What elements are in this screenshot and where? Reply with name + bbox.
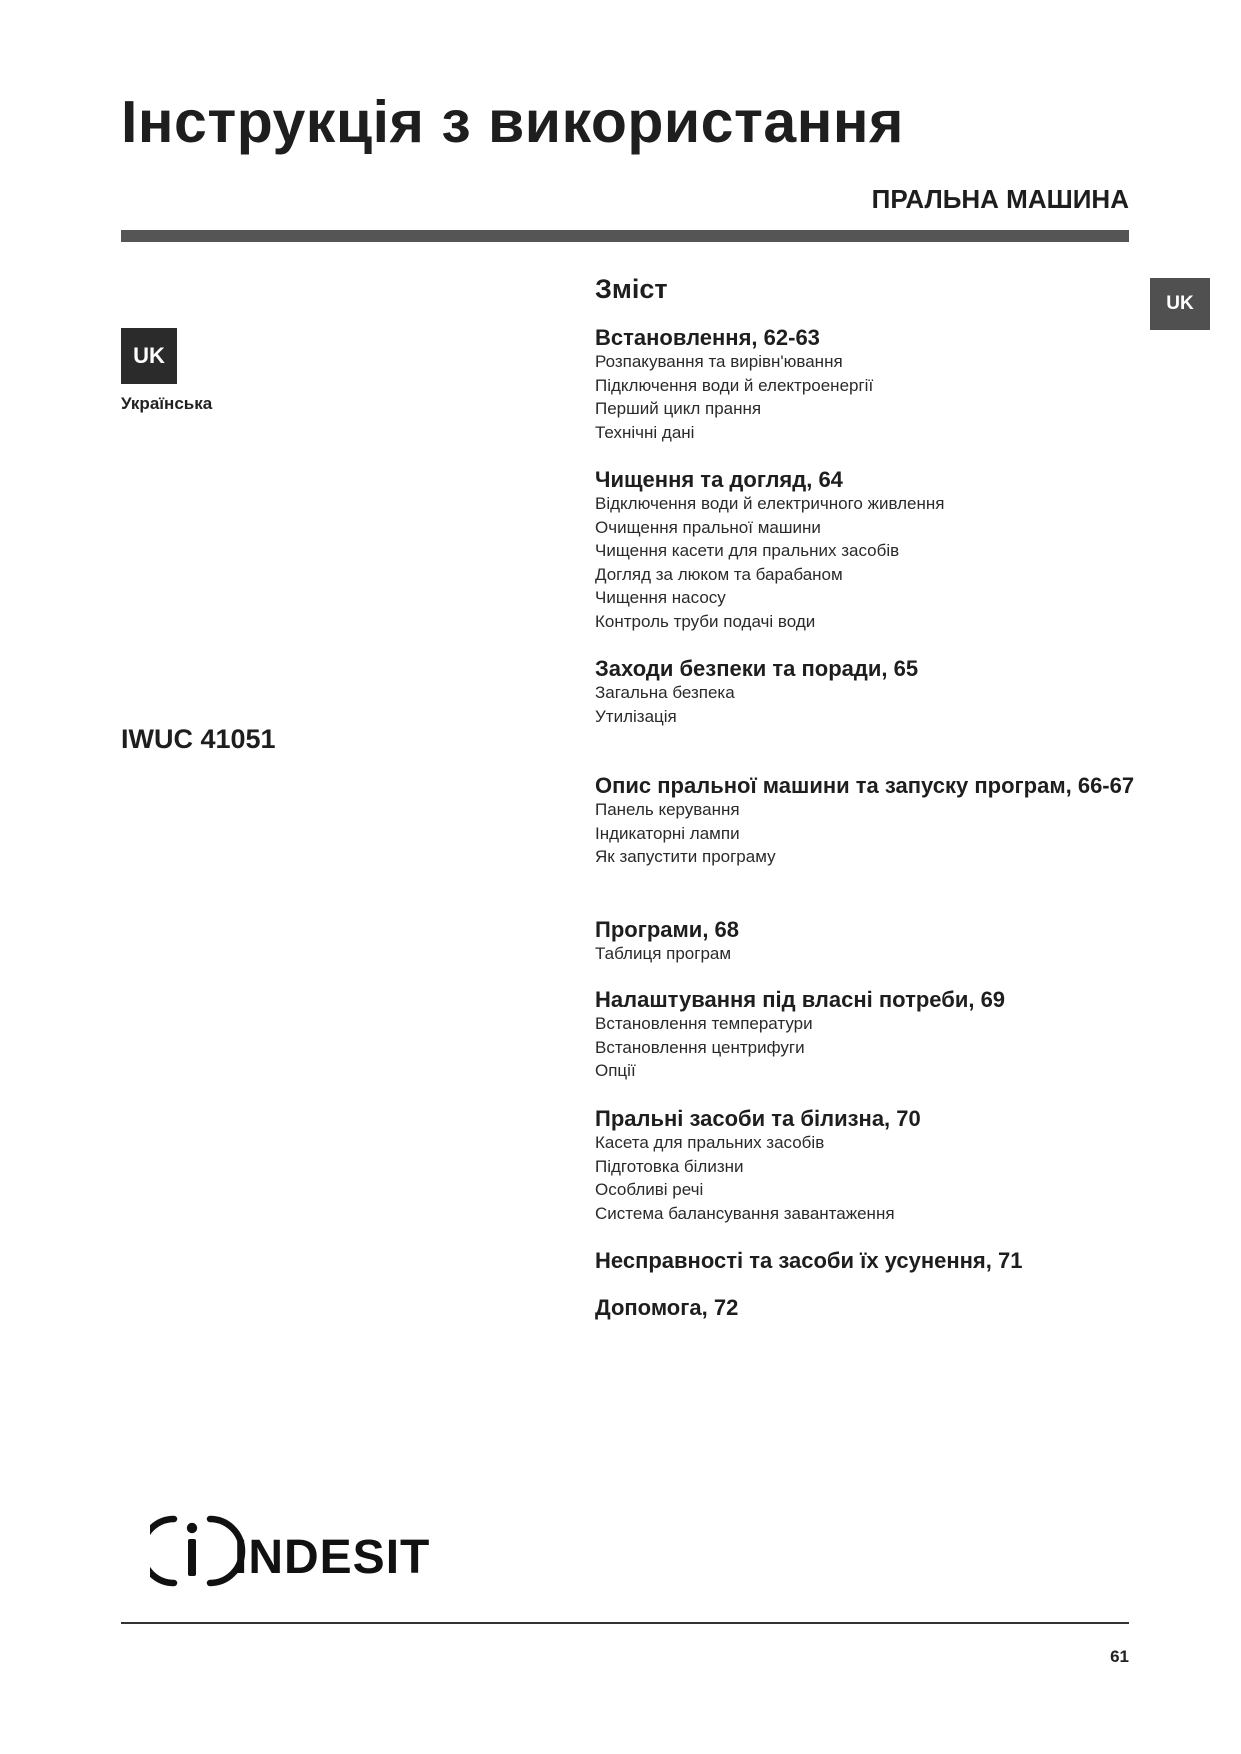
toc-item: Система балансування завантаження [595,1203,895,1223]
toc-item: Панель керування [595,800,740,819]
product-type: ПРАЛЬНА МАШИНА [871,184,1129,214]
header-divider [121,230,1129,242]
toc-section-title: Програми, 68 [595,917,740,942]
toc-item: Підготовка білизни [595,1156,744,1176]
toc-item: Технічні дані [595,422,695,442]
toc-item: Перший цикл прання [595,399,762,418]
toc-item: Чищення касети для пральних засобів [595,541,900,560]
toc-item: Контроль труби подачі води [595,611,816,631]
toc-section-installation [595,326,1135,444]
toc-section-title: Допомога, 72 [595,1295,739,1320]
indesit-logo [150,1512,440,1590]
page-number: 61 [1110,1647,1129,1666]
toc-item: Чищення насосу [595,588,726,607]
toc-item: Відключення води й електричного живлення [595,494,945,513]
toc-item: Особливі речі [595,1180,704,1199]
toc-section-cleaning [595,468,1135,633]
toc-item: Утилізація [595,706,677,726]
model-number: IWUC 41051 [121,724,276,754]
toc-item: Індикаторні лампи [595,823,740,843]
toc-section-title: Пральні засоби та білизна, 70 [595,1106,921,1131]
toc-section-title: Встановлення, 62-63 [595,325,820,350]
toc-item: Таблиця програм [595,944,732,963]
toc-section-troubleshooting [595,1249,1135,1273]
toc-section-safety [595,657,1135,728]
toc-section-title: Заходи безпеки та поради, 65 [595,656,919,681]
toc-item: Встановлення центрифуги [595,1037,805,1057]
toc-section-title: Чищення та догляд, 64 [595,467,843,492]
document-title: Інструкція з використання [121,89,904,155]
toc-item: Опції [595,1061,636,1080]
toc-section-programs [595,918,1135,966]
toc-item: Касета для пральних засобів [595,1133,825,1152]
toc-section-detergents [595,1107,1135,1225]
toc-item: Загальна безпека [595,683,735,702]
toc-section-help [595,1296,1135,1320]
language-code-badge: UK [121,328,177,384]
toc-section-title: Налаштування під власні потреби, 69 [595,987,1006,1012]
toc-heading: Зміст [595,274,668,304]
language-tab: UK [1150,278,1210,330]
toc-section-description [595,774,1135,869]
brand-wordmark: INDESIT [234,1531,431,1584]
toc-section-title: Опис пральної машини та запуску програм, 66-67 [595,773,1135,798]
toc-item: Підключення води й електроенергії [595,375,874,395]
toc-item: Очищення пральної машини [595,517,821,537]
footer-divider [121,1622,1129,1624]
language-label: Українська [121,394,213,413]
toc-item: Встановлення температури [595,1014,813,1033]
toc-section-title: Несправності та засоби їх усунення, 71 [595,1248,1023,1273]
toc-item: Як запустити програму [595,847,776,866]
toc-item: Розпакування та вирівн'ювання [595,352,843,371]
toc-section-settings [595,988,1135,1083]
toc-item: Догляд за люком та барабаном [595,564,843,584]
